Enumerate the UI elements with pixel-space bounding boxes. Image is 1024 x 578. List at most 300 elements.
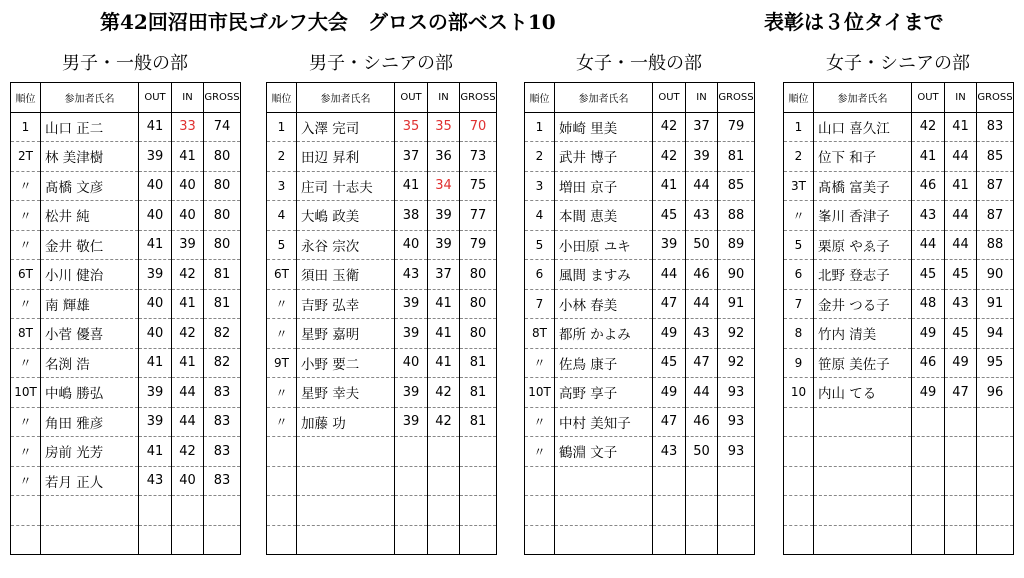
gross-cell: 87 — [977, 171, 1014, 201]
in-cell: 44 — [686, 378, 718, 408]
out-cell: 40 — [139, 201, 172, 231]
out-cell: 49 — [912, 378, 945, 408]
table-row — [267, 525, 497, 555]
table-row — [267, 171, 497, 201]
out-cell: 43 — [395, 260, 428, 290]
rank-cell: 5 — [784, 230, 814, 260]
in-cell: 46 — [686, 260, 718, 290]
in-cell: 44 — [686, 289, 718, 319]
out-cell — [653, 466, 686, 496]
gross-header: GROSS — [718, 83, 755, 113]
in-cell: 41 — [945, 112, 977, 142]
table-row — [11, 289, 241, 319]
table-row — [784, 496, 1014, 526]
table-row — [784, 319, 1014, 349]
table-row — [525, 201, 755, 231]
table-row — [525, 437, 755, 467]
out-cell: 39 — [395, 407, 428, 437]
rank-header: 順位 — [267, 83, 297, 113]
out-cell: 40 — [139, 289, 172, 319]
name-header: 参加者氏名 — [297, 83, 395, 113]
name-cell: 小川 健治 — [41, 260, 139, 290]
in-cell: 41 — [428, 348, 460, 378]
in-cell: 41 — [172, 289, 204, 319]
out-cell: 39 — [653, 230, 686, 260]
out-cell: 38 — [395, 201, 428, 231]
section-block — [10, 50, 240, 555]
table-row — [784, 348, 1014, 378]
rank-cell — [525, 525, 555, 555]
in-cell — [945, 407, 977, 437]
rank-cell: 1 — [11, 112, 41, 142]
out-cell — [139, 525, 172, 555]
in-header: IN — [686, 83, 718, 113]
table-row — [784, 171, 1014, 201]
name-cell: 増田 京子 — [555, 171, 653, 201]
rank-cell: 〃 — [11, 348, 41, 378]
table-row — [267, 466, 497, 496]
gross-cell: 83 — [977, 112, 1014, 142]
gross-cell: 70 — [460, 112, 497, 142]
in-cell — [686, 525, 718, 555]
in-cell: 42 — [428, 378, 460, 408]
name-cell: 金井 つる子 — [814, 289, 912, 319]
table-row — [525, 319, 755, 349]
rank-cell: 〃 — [11, 466, 41, 496]
out-cell: 41 — [653, 171, 686, 201]
name-cell: 林 美津樹 — [41, 142, 139, 172]
rank-cell: 〃 — [11, 230, 41, 260]
rank-cell: 7 — [784, 289, 814, 319]
in-cell: 44 — [686, 171, 718, 201]
out-cell: 49 — [653, 319, 686, 349]
section-block — [524, 50, 754, 555]
rank-cell: 〃 — [525, 407, 555, 437]
rank-cell — [11, 496, 41, 526]
gross-cell: 75 — [460, 171, 497, 201]
out-cell: 40 — [395, 348, 428, 378]
in-cell: 39 — [428, 201, 460, 231]
name-cell: 名渕 浩 — [41, 348, 139, 378]
out-cell: 42 — [653, 112, 686, 142]
rank-cell: 5 — [267, 230, 297, 260]
out-cell: 40 — [139, 319, 172, 349]
out-cell: 43 — [653, 437, 686, 467]
name-cell: 永谷 宗次 — [297, 230, 395, 260]
gross-cell — [977, 466, 1014, 496]
out-cell: 39 — [139, 407, 172, 437]
gross-cell — [977, 407, 1014, 437]
name-cell: 中村 美知子 — [555, 407, 653, 437]
in-cell: 41 — [172, 348, 204, 378]
name-cell — [814, 525, 912, 555]
header-row — [267, 83, 497, 113]
rank-cell: 4 — [525, 201, 555, 231]
gross-cell: 90 — [718, 260, 755, 290]
rank-cell: 3 — [525, 171, 555, 201]
table-row — [784, 525, 1014, 555]
out-cell: 39 — [395, 289, 428, 319]
in-cell — [945, 525, 977, 555]
gross-cell: 81 — [718, 142, 755, 172]
out-cell — [395, 525, 428, 555]
name-cell: 田辺 昇利 — [297, 142, 395, 172]
table-row — [267, 112, 497, 142]
rank-cell — [784, 525, 814, 555]
gross-cell: 81 — [204, 289, 241, 319]
section-block — [783, 50, 1013, 555]
in-cell: 33 — [172, 112, 204, 142]
in-cell: 39 — [686, 142, 718, 172]
gross-cell: 93 — [718, 407, 755, 437]
name-cell: 本間 恵美 — [555, 201, 653, 231]
rank-header: 順位 — [784, 83, 814, 113]
rank-cell: 6T — [267, 260, 297, 290]
name-cell — [814, 437, 912, 467]
section-title: 男子・一般の部 — [62, 53, 188, 74]
gross-cell: 73 — [460, 142, 497, 172]
name-header: 参加者氏名 — [41, 83, 139, 113]
out-cell — [395, 437, 428, 467]
gross-cell: 96 — [977, 378, 1014, 408]
out-cell — [912, 407, 945, 437]
table-row — [784, 378, 1014, 408]
name-cell: 房前 光芳 — [41, 437, 139, 467]
results-table — [783, 82, 1014, 555]
out-cell: 41 — [139, 112, 172, 142]
rank-cell: 10T — [11, 378, 41, 408]
rank-cell: 8 — [784, 319, 814, 349]
in-cell — [428, 525, 460, 555]
rank-cell: 9 — [784, 348, 814, 378]
name-cell: 松井 純 — [41, 201, 139, 231]
section-title: 男子・シニアの部 — [309, 53, 453, 74]
in-cell: 41 — [945, 171, 977, 201]
table-row — [784, 407, 1014, 437]
name-cell: 南 輝雄 — [41, 289, 139, 319]
rank-cell: 1 — [525, 112, 555, 142]
name-cell: 風間 ますみ — [555, 260, 653, 290]
gross-cell: 92 — [718, 319, 755, 349]
name-cell: 小田原 ユキ — [555, 230, 653, 260]
rank-cell — [784, 466, 814, 496]
in-cell: 41 — [172, 142, 204, 172]
in-cell: 42 — [428, 407, 460, 437]
name-cell: 中嶋 勝弘 — [41, 378, 139, 408]
gross-cell: 82 — [204, 348, 241, 378]
name-header: 参加者氏名 — [555, 83, 653, 113]
out-cell: 42 — [912, 112, 945, 142]
out-cell: 46 — [912, 171, 945, 201]
rank-cell: 〃 — [11, 437, 41, 467]
in-cell: 39 — [428, 230, 460, 260]
out-cell: 40 — [139, 171, 172, 201]
table-row — [525, 407, 755, 437]
name-cell: 庄司 十志夫 — [297, 171, 395, 201]
gross-cell: 90 — [977, 260, 1014, 290]
name-cell: 栗原 やゑ子 — [814, 230, 912, 260]
rank-cell — [525, 466, 555, 496]
in-cell: 41 — [428, 289, 460, 319]
name-cell — [41, 525, 139, 555]
table-row — [11, 201, 241, 231]
rank-cell — [11, 525, 41, 555]
out-cell: 41 — [139, 437, 172, 467]
table-row — [784, 260, 1014, 290]
name-cell: 吉野 弘幸 — [297, 289, 395, 319]
out-cell — [395, 496, 428, 526]
table-row — [11, 378, 241, 408]
name-cell: 笹原 美佐子 — [814, 348, 912, 378]
gross-cell: 80 — [460, 260, 497, 290]
name-cell: 北野 登志子 — [814, 260, 912, 290]
rank-cell: 9T — [267, 348, 297, 378]
gross-cell — [977, 525, 1014, 555]
gross-cell: 89 — [718, 230, 755, 260]
rank-cell: 6T — [11, 260, 41, 290]
rank-cell — [784, 437, 814, 467]
out-header: OUT — [653, 83, 686, 113]
gross-cell: 87 — [977, 201, 1014, 231]
in-cell: 47 — [945, 378, 977, 408]
out-cell — [912, 496, 945, 526]
name-cell: 鶴淵 文子 — [555, 437, 653, 467]
table-row — [11, 348, 241, 378]
table-row — [784, 201, 1014, 231]
out-cell: 47 — [653, 289, 686, 319]
in-cell: 42 — [172, 260, 204, 290]
name-cell — [814, 466, 912, 496]
table-row — [267, 496, 497, 526]
in-cell: 47 — [686, 348, 718, 378]
rank-cell: 〃 — [11, 407, 41, 437]
name-cell: 姉崎 里美 — [555, 112, 653, 142]
table-row — [267, 201, 497, 231]
gross-cell: 85 — [718, 171, 755, 201]
in-cell: 44 — [172, 378, 204, 408]
table-row — [11, 171, 241, 201]
gross-cell — [718, 496, 755, 526]
table-row — [267, 378, 497, 408]
gross-cell: 80 — [204, 171, 241, 201]
section-title: 女子・一般の部 — [576, 53, 702, 74]
table-row — [267, 437, 497, 467]
rank-header: 順位 — [11, 83, 41, 113]
in-cell — [945, 496, 977, 526]
out-cell: 45 — [912, 260, 945, 290]
out-cell: 41 — [139, 348, 172, 378]
out-cell: 44 — [653, 260, 686, 290]
gross-cell: 91 — [718, 289, 755, 319]
gross-cell: 79 — [718, 112, 755, 142]
rank-cell: 〃 — [267, 289, 297, 319]
name-cell: 武井 博子 — [555, 142, 653, 172]
rank-cell — [784, 496, 814, 526]
in-cell: 43 — [945, 289, 977, 319]
gross-cell — [718, 466, 755, 496]
name-cell: 髙橋 富美子 — [814, 171, 912, 201]
rank-cell — [267, 437, 297, 467]
gross-cell — [460, 525, 497, 555]
gross-cell — [460, 437, 497, 467]
table-row — [525, 112, 755, 142]
rank-cell: 3T — [784, 171, 814, 201]
table-row — [267, 142, 497, 172]
in-cell: 50 — [686, 230, 718, 260]
out-header: OUT — [395, 83, 428, 113]
rank-cell: 4 — [267, 201, 297, 231]
name-cell: 佐鳥 康子 — [555, 348, 653, 378]
in-cell — [172, 496, 204, 526]
rank-cell — [267, 466, 297, 496]
out-cell: 45 — [653, 348, 686, 378]
gross-cell: 83 — [204, 407, 241, 437]
header-row — [11, 83, 241, 113]
table-row — [267, 289, 497, 319]
gross-cell: 93 — [718, 437, 755, 467]
table-row — [11, 142, 241, 172]
name-cell: 都所 かよみ — [555, 319, 653, 349]
name-cell: 若月 正人 — [41, 466, 139, 496]
table-row — [525, 142, 755, 172]
rank-cell: 〃 — [525, 348, 555, 378]
gross-cell — [204, 525, 241, 555]
gross-cell: 80 — [204, 230, 241, 260]
rank-cell — [267, 525, 297, 555]
out-cell: 49 — [912, 319, 945, 349]
out-cell: 48 — [912, 289, 945, 319]
rank-cell: 〃 — [11, 289, 41, 319]
gross-cell: 79 — [460, 230, 497, 260]
in-cell: 45 — [945, 319, 977, 349]
out-cell: 39 — [395, 319, 428, 349]
rank-cell: 10 — [784, 378, 814, 408]
name-cell: 山口 正二 — [41, 112, 139, 142]
name-cell: 星野 幸夫 — [297, 378, 395, 408]
name-cell: 髙橋 文彦 — [41, 171, 139, 201]
table-row — [525, 525, 755, 555]
table-row — [267, 319, 497, 349]
gross-cell: 85 — [977, 142, 1014, 172]
name-header: 参加者氏名 — [814, 83, 912, 113]
name-cell — [297, 437, 395, 467]
gross-cell — [977, 496, 1014, 526]
gross-cell: 93 — [718, 378, 755, 408]
rank-cell: 2T — [11, 142, 41, 172]
gross-cell: 95 — [977, 348, 1014, 378]
in-cell: 37 — [686, 112, 718, 142]
out-header: OUT — [139, 83, 172, 113]
table-row — [11, 437, 241, 467]
rank-cell: 〃 — [784, 201, 814, 231]
rank-cell: 8T — [525, 319, 555, 349]
name-cell: 星野 嘉明 — [297, 319, 395, 349]
table-row — [11, 407, 241, 437]
table-row — [267, 407, 497, 437]
out-cell: 46 — [912, 348, 945, 378]
in-cell: 40 — [172, 171, 204, 201]
table-row — [525, 171, 755, 201]
in-header: IN — [172, 83, 204, 113]
table-row — [525, 289, 755, 319]
name-cell: 小菅 優喜 — [41, 319, 139, 349]
gross-cell: 88 — [977, 230, 1014, 260]
table-row — [784, 112, 1014, 142]
out-cell: 39 — [139, 142, 172, 172]
rank-cell: 6 — [784, 260, 814, 290]
in-cell: 42 — [172, 319, 204, 349]
out-cell: 39 — [139, 378, 172, 408]
section-title: 女子・シニアの部 — [826, 53, 970, 74]
table-row — [11, 525, 241, 555]
name-cell: 竹内 清美 — [814, 319, 912, 349]
gross-header: GROSS — [204, 83, 241, 113]
table-row — [784, 437, 1014, 467]
rank-cell: 〃 — [267, 407, 297, 437]
gross-cell — [977, 437, 1014, 467]
in-cell: 37 — [428, 260, 460, 290]
out-cell: 39 — [395, 378, 428, 408]
in-cell: 40 — [172, 201, 204, 231]
in-cell — [686, 466, 718, 496]
out-cell — [912, 437, 945, 467]
rank-cell: 〃 — [11, 171, 41, 201]
out-cell — [912, 466, 945, 496]
out-cell: 39 — [139, 260, 172, 290]
table-row — [784, 289, 1014, 319]
gross-cell: 80 — [204, 201, 241, 231]
in-cell: 40 — [172, 466, 204, 496]
out-cell: 41 — [139, 230, 172, 260]
name-cell — [297, 525, 395, 555]
name-cell — [555, 466, 653, 496]
table-row — [525, 466, 755, 496]
name-cell — [41, 496, 139, 526]
table-row — [525, 230, 755, 260]
table-row — [525, 496, 755, 526]
in-cell: 42 — [172, 437, 204, 467]
table-row — [267, 260, 497, 290]
rank-cell: 5 — [525, 230, 555, 260]
gross-cell: 92 — [718, 348, 755, 378]
in-cell: 45 — [945, 260, 977, 290]
gross-cell — [460, 466, 497, 496]
in-cell: 49 — [945, 348, 977, 378]
name-cell — [814, 496, 912, 526]
out-cell: 35 — [395, 112, 428, 142]
rank-cell: 10T — [525, 378, 555, 408]
name-cell — [297, 466, 395, 496]
out-cell: 43 — [912, 201, 945, 231]
name-cell: 加藤 功 — [297, 407, 395, 437]
in-cell: 35 — [428, 112, 460, 142]
gross-cell: 83 — [204, 437, 241, 467]
in-cell: 39 — [172, 230, 204, 260]
gross-cell — [204, 496, 241, 526]
in-cell — [172, 525, 204, 555]
in-cell: 43 — [686, 201, 718, 231]
gross-cell: 80 — [460, 289, 497, 319]
in-cell: 41 — [428, 319, 460, 349]
table-row — [267, 348, 497, 378]
in-cell — [428, 437, 460, 467]
gross-cell: 81 — [460, 348, 497, 378]
out-cell: 37 — [395, 142, 428, 172]
in-cell: 43 — [686, 319, 718, 349]
table-row — [11, 112, 241, 142]
name-cell: 小林 春美 — [555, 289, 653, 319]
name-cell: 高野 享子 — [555, 378, 653, 408]
